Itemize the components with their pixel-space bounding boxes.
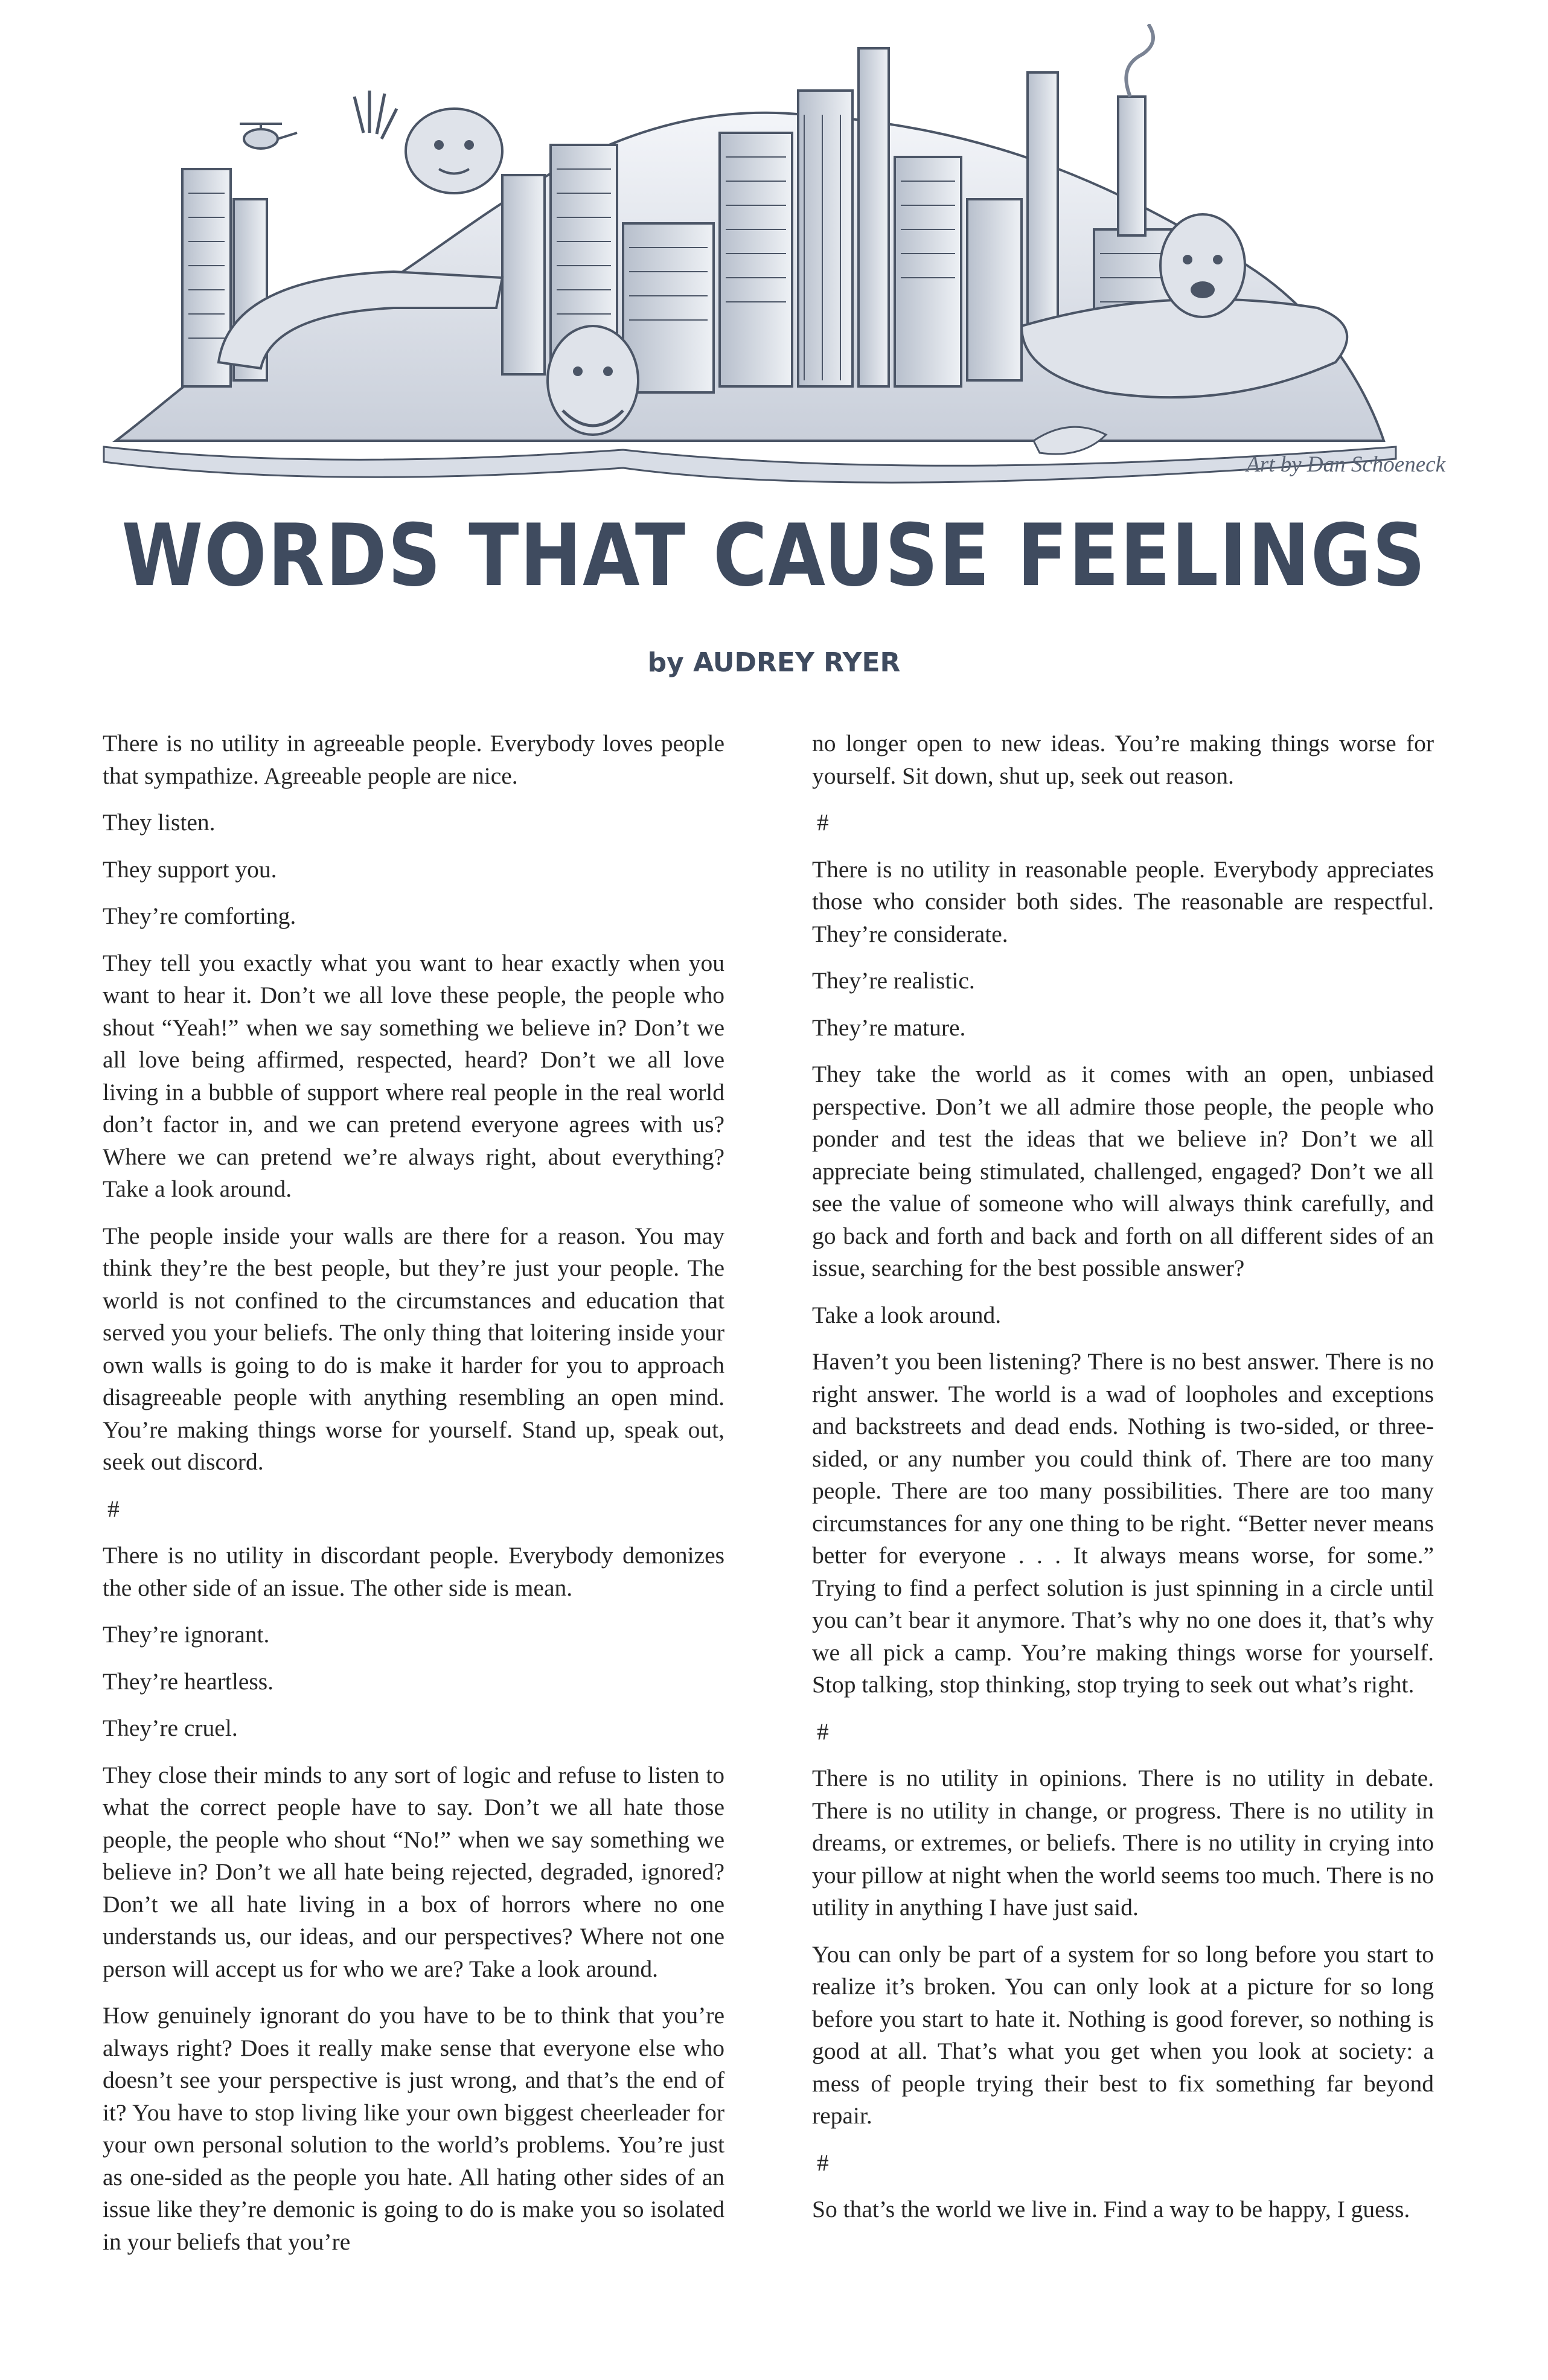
paragraph: They take the world as it comes with an open, unbiased perspective. Don’t we all admire those people, the people who ponder and test the ideas that we believe in? Don’t we all appreciate being stimulated, challenged, engaged? Don’t we all see the value of someone who will always think carefully, and go back and forth and back and forth on all different sides of an issue, searching for the best possible answer? [812,1061,1434,1281]
paragraph: How genuinely ignorant do you have to be to think that you’re always right? Does it really make sense that everyone else who doesn’t see your perspective is just wrong, and that’s the end of it? You have to stop living like your own biggest cheerleader for your own personal solution to the world’s problems. You’re just as one-sided as the people you hate. All hating other sides of an issue like they’re demonic is going to do is make you so isolated in your beliefs that you’re [103,2002,724,2255]
paragraph: They’re cruel. [103,1715,238,1741]
left-column [103,728,724,2273]
section-break: # [107,1495,120,1522]
illustration-city-mound [80,24,1408,501]
paragraph: They tell you exactly what you want to hear exactly when you want to hear it. Don’t we all love these people, the people who shout “Yeah!” when we say something we believe in? Don’t we all love being affirmed, respected, heard? Don’t we all love living in a bubble of support where real people in the real world don’t factor in, and we can pretend everyone agrees with us? Where we can pretend we’re always right, about everything? Take a look around. [103,949,724,1202]
section-break: # [817,1718,829,1745]
section-break: # [817,809,829,836]
paragraph: They close their minds to any sort of logic and refuse to listen to what the correct people have to say. Don’t we all hate those people, the people who shout “No!” when we say something we believe in? Don’t we all hate being rejected, degraded, ignored? Don’t we all hate living in a box of horrors where no one understands us, our ideas, and our perspectives? Where not one person will accept us for who we are? Take a look around. [103,1761,724,1982]
paragraph: There is no utility in reasonable people. Everybody appreciates those who consider both sides. The reasonable are respectful. They’re considerate. [812,856,1434,947]
paragraph: They listen. [103,809,216,836]
byline: by AUDREY RYER [647,647,901,678]
paragraph: They’re mature. [812,1014,966,1041]
section-break: # [817,2149,829,2176]
paragraph: The people inside your walls are there for a reason. You may think they’re the best people, but they’re just your people. The world is not confined to the circumstances and education that served you your beliefs. The only thing that loitering inside your own walls is going to do is make it harder for you to approach disagreeable people with anything resembling an open mind. You’re making things worse for yourself. Stand up, speak out, seek out discord. [103,1222,724,1475]
paragraph: So that’s the world we live in. Find a way to be happy, I guess. [812,2196,1410,2222]
paragraph: There is no utility in opinions. There is no utility in debate. There is no utility in change, or progress. There is no utility in dreams, or extremes, or beliefs. There is no utility in crying into your pillow at night when the world seems too much. There is no utility in anything I have just said. [812,1765,1434,1921]
paragraph: They’re heartless. [103,1668,273,1695]
paragraph: There is no utility in discordant people. Everybody demonizes the other side of an issue. The other side is mean. [103,1542,724,1601]
paragraph: Haven’t you been listening? There is no best answer. There is no right answer. The world is a wad of loopholes and exceptions and backstreets and dead ends. Nothing is two-sided, or three-sided, or any number you could think of. There are too many people. There are too many possibilities. There are too many circumstances for any one thing to be right. “Better never means better for everyone . . . It always means worse, for some.” Trying to find a perfect solution is just spinning in a circle until you can’t bear it anymore. That’s why no one does it, that’s why we all pick a camp. You’re making things worse for yourself. Stop talking, stop thinking, stop trying to seek out what’s right. [812,1348,1434,1698]
paragraph: They’re realistic. [812,967,975,994]
article-title: WORDS THAT CAUSE FEELINGS [121,506,1427,606]
paragraph: They’re comforting. [103,903,296,929]
paragraph: They’re ignorant. [103,1621,270,1648]
paragraph: no longer open to new ideas. You’re making things worse for yourself. Sit down, shut up, seek out reason. [812,730,1434,789]
art-credit: Art by Dan Schoeneck [1246,452,1445,477]
right-column [812,728,1434,2241]
paragraph: There is no utility in agreeable people. Everybody loves people that sympathize. Agreeable people are nice. [103,730,724,789]
paragraph: Take a look around. [812,1301,1002,1328]
paragraph: They support you. [103,856,277,883]
paragraph: You can only be part of a system for so long before you start to realize it’s broken. You can only look at a picture for so long before you start to hate it. Nothing is good forever, so nothing is good at all. That’s what you get when you look at society: a mess of people trying their best to fix something far beyond repair. [812,1940,1434,2129]
